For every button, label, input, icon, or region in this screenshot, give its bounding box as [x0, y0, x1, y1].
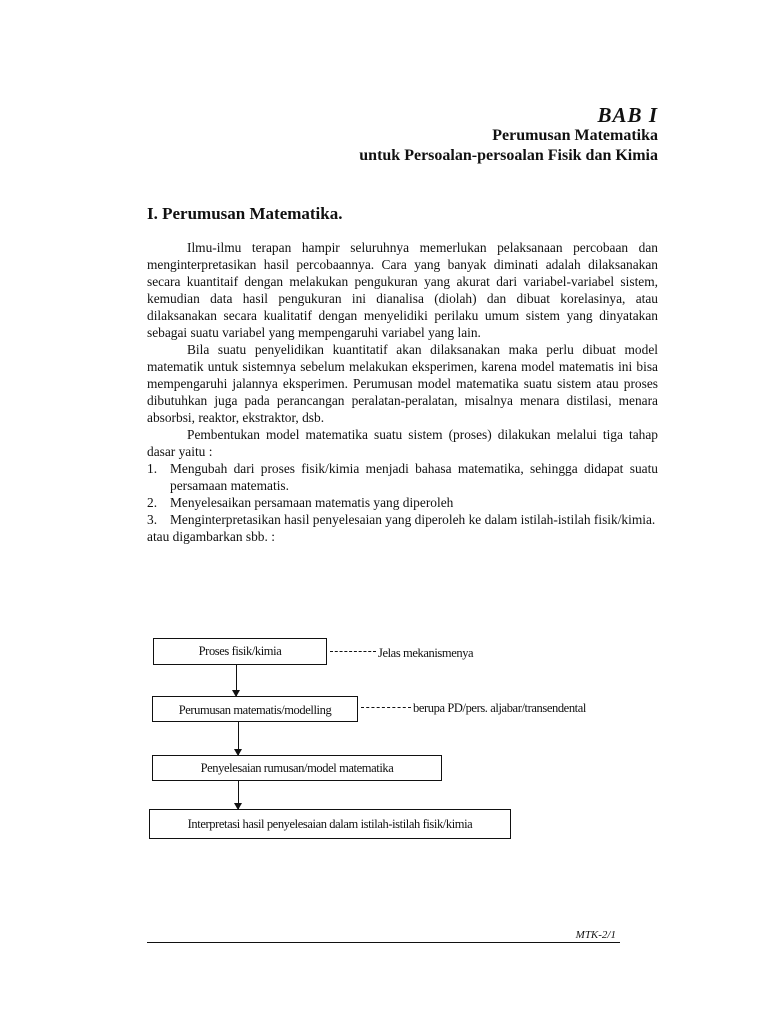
list-number: 1. [147, 461, 158, 476]
connector-dash [361, 707, 411, 708]
list-item [147, 460, 658, 494]
body-text [147, 239, 658, 545]
down-arrow-icon [238, 722, 239, 755]
list-number: 3. [147, 512, 158, 527]
down-arrow-icon [236, 665, 237, 696]
list-number: 2. [147, 495, 158, 510]
steps-list [147, 460, 658, 528]
paragraph: Pembentukan model matematika suatu sistem (proses) dilakukan melalui tiga tahap dasar yaitu : [147, 427, 658, 459]
list-item [147, 511, 658, 528]
diagram-note-mechanism: Jelas mekanismenya [378, 646, 474, 660]
list-text: Menyelesaikan persamaan matematis yang diperoleh [170, 495, 454, 510]
diagram-box-process: Proses fisik/kimia [153, 638, 327, 665]
diagram-box-formulation: Perumusan matematis/modelling [152, 696, 358, 722]
chapter-subtitle-line1: Perumusan Matematika [492, 127, 658, 144]
chapter-heading: BAB I [597, 103, 658, 127]
down-arrow-icon [238, 781, 239, 809]
closing-line: atau digambarkan sbb. : [147, 529, 275, 544]
diagram-box-solution: Penyelesaian rumusan/model matematika [152, 755, 442, 781]
page-footer-label: MTK-2/1 [575, 929, 616, 941]
chapter-subtitle-line2: untuk Persoalan-persoalan Fisik dan Kimia [359, 147, 658, 164]
list-item [147, 494, 658, 511]
diagram-note-equation-type: berupa PD/pers. aljabar/transendental [413, 701, 586, 715]
section-title: I. Perumusan Matematika. [147, 204, 343, 223]
diagram-box-interpretation: Interpretasi hasil penyelesaian dalam istilah-istilah fisik/kimia [149, 809, 511, 839]
list-text: Menginterpretasikan hasil penyelesaian yang diperoleh ke dalam istilah-istilah fisik/kimia. [170, 512, 656, 527]
connector-dash [330, 651, 376, 652]
paragraph: Ilmu-ilmu terapan hampir seluruhnya memerlukan pelaksanaan percobaan dan menginterpretasikan hasil percobaannya. Cara yang banyak diminati adalah dilaksanakan secara kuantitaif dengan melakukan pengukuran yang akurat dari variabel-variabel sistem, kemudian data hasil pengukuran ini dianalisa (diolah) dan dibuat korelasinya, atau dilaksanakan secara kualitatif dengan menyelidiki perilaku umum sistem yang dinyatakan sebagai suatu variabel yang mempengaruhi variabel yang lain. [147, 240, 658, 340]
list-text: Mengubah dari proses fisik/kimia menjadi bahasa matematika, sehingga didapat suatu persamaan matematis. [170, 461, 658, 493]
paragraph: Bila suatu penyelidikan kuantitatif akan dilaksanakan maka perlu dibuat model matematik untuk sistemnya sebelum melakukan eksperimen, karena model matematis ini bisa mempengaruhi jalannya eksperimen. Perumusan model matematika suatu sistem atau proses dibutuhkan juga pada perancangan peralatan-peralatan, misalnya menara distilasi, menara absorbsi, reaktor, ekstraktor, dsb. [147, 342, 658, 425]
footer-divider [147, 942, 620, 943]
